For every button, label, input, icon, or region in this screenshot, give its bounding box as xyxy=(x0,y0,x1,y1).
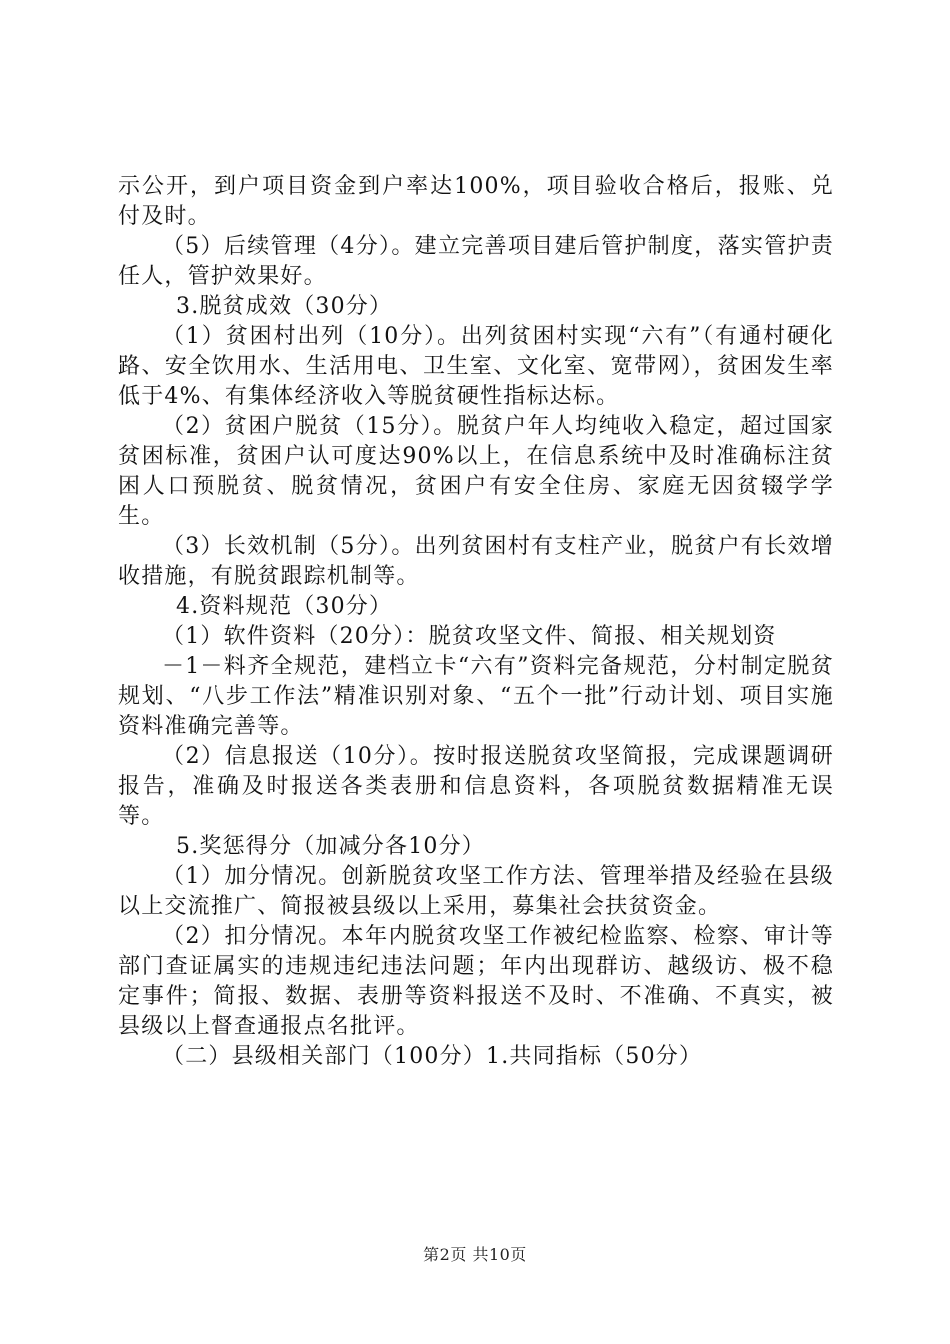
paragraph-4: （1）贫困村出列（10分）。出列贫困村实现“六有”（有通村硬化路、安全饮用水、生活用电、卫生室、文化室、宽带网），贫困发生率低于4%、有集体经济收入等脱贫硬性指标达标。 xyxy=(118,324,834,409)
paragraph-9: －1－料齐全规范，建档立卡“六有”资料完备规范，分村制定脱贫规划、“八步工作法”精准识别对象、“五个一批”行动计划、项目实施资料准确完善等。 xyxy=(118,654,834,739)
document-body xyxy=(118,172,834,1072)
paragraph-10: （2）信息报送（10分）。按时报送脱贫攻坚简报，完成课题调研报告，准确及时报送各类表册和信息资料，各项脱贫数据精准无误等。 xyxy=(118,744,834,829)
page-number-footer: 第2页 共10页 xyxy=(423,1245,527,1264)
section-heading-4: 4.资料规范（30分） xyxy=(176,594,393,619)
paragraph-14: （二）县级相关部门（100分）1.共同指标（50分） xyxy=(162,1044,703,1069)
section-heading-3: 3.脱贫成效（30分） xyxy=(176,294,393,319)
paragraph-12: （1）加分情况。创新脱贫攻坚工作方法、管理举措及经验在县级以上交流推广、简报被县级以上采用，募集社会扶贫资金。 xyxy=(118,864,834,919)
paragraph-6: （3）长效机制（5分）。出列贫困村有支柱产业，脱贫户有长效增收措施，有脱贫跟踪机制等。 xyxy=(118,534,834,589)
paragraph-8: （1）软件资料（20分）：脱贫攻坚文件、简报、相关规划资 xyxy=(162,624,777,649)
section-heading-5: 5.奖惩得分（加减分各10分） xyxy=(176,834,485,859)
paragraph-2: （5）后续管理（4分）。建立完善项目建后管护制度，落实管护责任人，管护效果好。 xyxy=(118,234,834,289)
paragraph-1: 示公开，到户项目资金到户率达100%，项目验收合格后，报账、兑付及时。 xyxy=(118,174,834,229)
paragraph-13: （2）扣分情况。本年内脱贫攻坚工作被纪检监察、检察、审计等部门查证属实的违规违纪违法问题；年内出现群访、越级访、极不稳定事件；简报、数据、表册等资料报送不及时、不准确、不真实，被县级以上督查通报点名批评。 xyxy=(118,924,834,1039)
paragraph-5: （2）贫困户脱贫（15分）。脱贫户年人均纯收入稳定，超过国家贫困标准，贫困户认可度达90%以上，在信息系统中及时准确标注贫困人口预脱贫、脱贫情况，贫困户有安全住房、家庭无因贫辍学学生。 xyxy=(118,414,834,529)
